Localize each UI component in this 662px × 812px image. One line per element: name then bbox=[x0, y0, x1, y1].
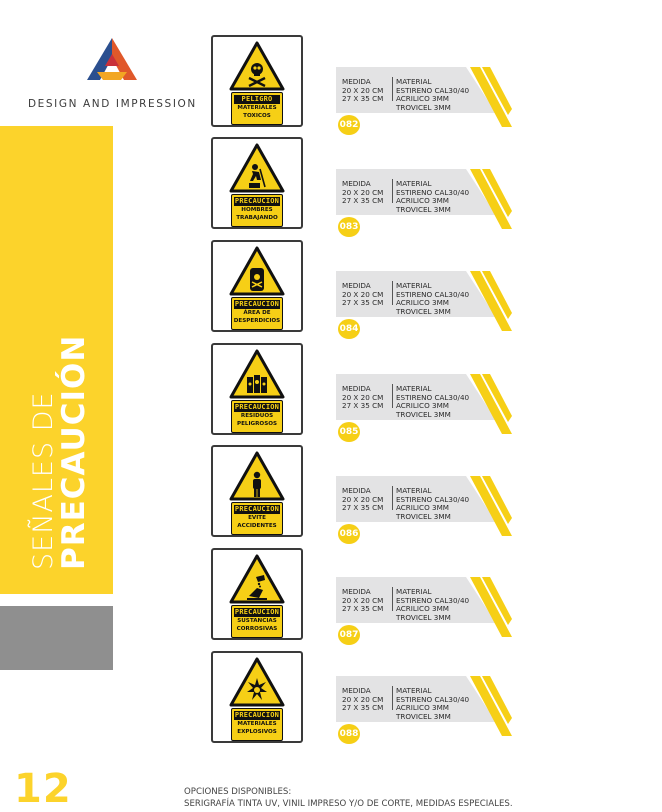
material-option-3: TROVICEL 3MM bbox=[396, 102, 451, 112]
person-standing-icon bbox=[247, 471, 267, 497]
material-option-1: ESTIRENO CAL30/40 bbox=[396, 289, 470, 299]
size-option-1: 20 X 20 CM bbox=[342, 187, 384, 197]
sign-subtitle-1: SUSTANCIAS bbox=[237, 618, 277, 624]
material-option-3: TROVICEL 3MM bbox=[396, 711, 451, 721]
sign-title: PELIGRO bbox=[234, 95, 280, 104]
sign-086 bbox=[211, 445, 303, 537]
spec-card-082 bbox=[336, 67, 512, 130]
size-option-1: 20 X 20 CM bbox=[342, 494, 384, 504]
brand-logo-icon bbox=[83, 36, 141, 82]
spec-divider bbox=[392, 686, 393, 710]
product-code-badge: 083 bbox=[338, 217, 360, 237]
sign-title: PRECAUCION bbox=[234, 403, 280, 411]
brand-name: DESIGN AND IMPRESSION bbox=[28, 98, 197, 110]
material-option-2: ACRILICO 3MM bbox=[396, 298, 449, 307]
material-label: MATERIAL bbox=[396, 587, 432, 596]
sign-title: PRECAUCION bbox=[234, 608, 280, 616]
sign-title: PRECAUCION bbox=[234, 505, 280, 513]
size-option-2: 27 X 35 CM bbox=[342, 196, 384, 205]
hazardous-barrels-icon bbox=[247, 369, 267, 395]
sign-title: PRECAUCION bbox=[234, 300, 280, 308]
sign-subtitle-2: CORROSIVAS bbox=[236, 625, 278, 632]
sign-plate bbox=[231, 502, 283, 535]
product-code-badge: 087 bbox=[338, 625, 360, 645]
sign-subtitle-2: TOXICOS bbox=[243, 112, 271, 119]
footer-options-text: SERIGRAFÍA TINTA UV, VINIL IMPRESO Y/O DE CORTE, MEDIDAS ESPECIALES. bbox=[184, 799, 513, 809]
category-title-line1: SEÑALES DE bbox=[28, 391, 59, 570]
spec-divider bbox=[392, 281, 393, 305]
sign-subtitle-2: ACCIDENTES bbox=[237, 522, 277, 529]
medida-label: MEDIDA bbox=[342, 384, 371, 393]
medida-label: MEDIDA bbox=[342, 587, 371, 596]
product-code-badge: 085 bbox=[338, 422, 360, 442]
material-label: MATERIAL bbox=[396, 179, 432, 188]
sign-plate bbox=[231, 297, 283, 330]
size-option-2: 27 X 35 CM bbox=[342, 298, 384, 307]
medida-label: MEDIDA bbox=[342, 77, 371, 86]
material-option-1: ESTIRENO CAL30/40 bbox=[396, 85, 470, 95]
sign-subtitle-1: HOMBRES bbox=[241, 207, 273, 213]
category-title bbox=[30, 335, 90, 570]
material-label: MATERIAL bbox=[396, 486, 432, 495]
sign-subtitle-1: MATERIALES bbox=[237, 721, 277, 727]
material-option-1: ESTIRENO CAL30/40 bbox=[396, 595, 470, 605]
skull-crossbones-icon bbox=[247, 61, 267, 87]
size-option-2: 27 X 35 CM bbox=[342, 503, 384, 512]
material-option-2: ACRILICO 3MM bbox=[396, 401, 449, 410]
material-option-3: TROVICEL 3MM bbox=[396, 204, 451, 214]
sign-plate bbox=[231, 605, 283, 638]
sign-subtitle-1: ÁREA DE bbox=[243, 310, 271, 316]
material-option-3: TROVICEL 3MM bbox=[396, 511, 451, 521]
medida-label: MEDIDA bbox=[342, 281, 371, 290]
material-option-2: ACRILICO 3MM bbox=[396, 94, 449, 103]
sign-plate bbox=[231, 92, 283, 125]
footer-options-heading: OPCIONES DISPONIBLES: bbox=[184, 787, 292, 797]
material-option-2: ACRILICO 3MM bbox=[396, 604, 449, 613]
size-option-2: 27 X 35 CM bbox=[342, 94, 384, 103]
sign-subtitle-1: MATERIALES bbox=[237, 105, 277, 111]
sign-subtitle-1: RESIDUOS bbox=[240, 413, 274, 419]
material-option-3: TROVICEL 3MM bbox=[396, 306, 451, 316]
sign-plate bbox=[231, 708, 283, 741]
medida-label: MEDIDA bbox=[342, 179, 371, 188]
product-code-badge: 082 bbox=[338, 115, 360, 135]
corrosive-hand-icon bbox=[247, 574, 267, 600]
material-option-2: ACRILICO 3MM bbox=[396, 196, 449, 205]
spec-card-083 bbox=[336, 169, 512, 232]
sign-title: PRECAUCION bbox=[234, 197, 280, 205]
size-option-1: 20 X 20 CM bbox=[342, 289, 384, 299]
category-title-line2: PRECAUCIÓN bbox=[56, 334, 92, 570]
size-option-2: 27 X 35 CM bbox=[342, 604, 384, 613]
size-option-1: 20 X 20 CM bbox=[342, 392, 384, 402]
sign-subtitle-2: PELIGROSOS bbox=[236, 420, 278, 427]
material-option-2: ACRILICO 3MM bbox=[396, 703, 449, 712]
material-option-3: TROVICEL 3MM bbox=[396, 409, 451, 419]
material-option-1: ESTIRENO CAL30/40 bbox=[396, 392, 470, 402]
material-option-1: ESTIRENO CAL30/40 bbox=[396, 494, 470, 504]
worker-digging-icon bbox=[247, 163, 267, 189]
spec-card-087 bbox=[336, 577, 512, 640]
page-number: 12 bbox=[14, 766, 72, 812]
sign-subtitle-1: EVITE bbox=[248, 515, 266, 521]
explosion-icon bbox=[247, 677, 267, 703]
spec-divider bbox=[392, 384, 393, 408]
spec-divider bbox=[392, 179, 393, 203]
sign-title: PRECAUCION bbox=[234, 711, 280, 719]
size-option-1: 20 X 20 CM bbox=[342, 85, 384, 95]
size-option-2: 27 X 35 CM bbox=[342, 703, 384, 712]
material-option-3: TROVICEL 3MM bbox=[396, 612, 451, 622]
spec-card-088 bbox=[336, 676, 512, 739]
gray-band bbox=[0, 606, 113, 670]
spec-divider bbox=[392, 486, 393, 510]
sign-subtitle-2: DESPERDICIOS bbox=[233, 317, 281, 324]
spec-divider bbox=[392, 587, 393, 611]
sign-083 bbox=[211, 137, 303, 229]
material-label: MATERIAL bbox=[396, 281, 432, 290]
size-option-1: 20 X 20 CM bbox=[342, 694, 384, 704]
material-label: MATERIAL bbox=[396, 686, 432, 695]
spec-card-085 bbox=[336, 374, 512, 437]
toxic-barrel-icon bbox=[247, 266, 267, 292]
sign-subtitle-2: TRABAJANDO bbox=[236, 214, 278, 221]
size-option-1: 20 X 20 CM bbox=[342, 595, 384, 605]
spec-card-084 bbox=[336, 271, 512, 334]
medida-label: MEDIDA bbox=[342, 486, 371, 495]
product-code-badge: 088 bbox=[338, 724, 360, 744]
material-option-1: ESTIRENO CAL30/40 bbox=[396, 187, 470, 197]
spec-card-086 bbox=[336, 476, 512, 539]
material-option-2: ACRILICO 3MM bbox=[396, 503, 449, 512]
sign-085 bbox=[211, 343, 303, 435]
sign-088 bbox=[211, 651, 303, 743]
material-label: MATERIAL bbox=[396, 384, 432, 393]
size-option-2: 27 X 35 CM bbox=[342, 401, 384, 410]
spec-divider bbox=[392, 77, 393, 101]
material-option-1: ESTIRENO CAL30/40 bbox=[396, 694, 470, 704]
sign-plate bbox=[231, 194, 283, 227]
material-label: MATERIAL bbox=[396, 77, 432, 86]
sign-subtitle-2: EXPLOSIVOS bbox=[237, 728, 277, 735]
sign-082 bbox=[211, 35, 303, 127]
sign-087 bbox=[211, 548, 303, 640]
product-code-badge: 086 bbox=[338, 524, 360, 544]
medida-label: MEDIDA bbox=[342, 686, 371, 695]
sign-084 bbox=[211, 240, 303, 332]
sign-plate bbox=[231, 400, 283, 433]
product-code-badge: 084 bbox=[338, 319, 360, 339]
